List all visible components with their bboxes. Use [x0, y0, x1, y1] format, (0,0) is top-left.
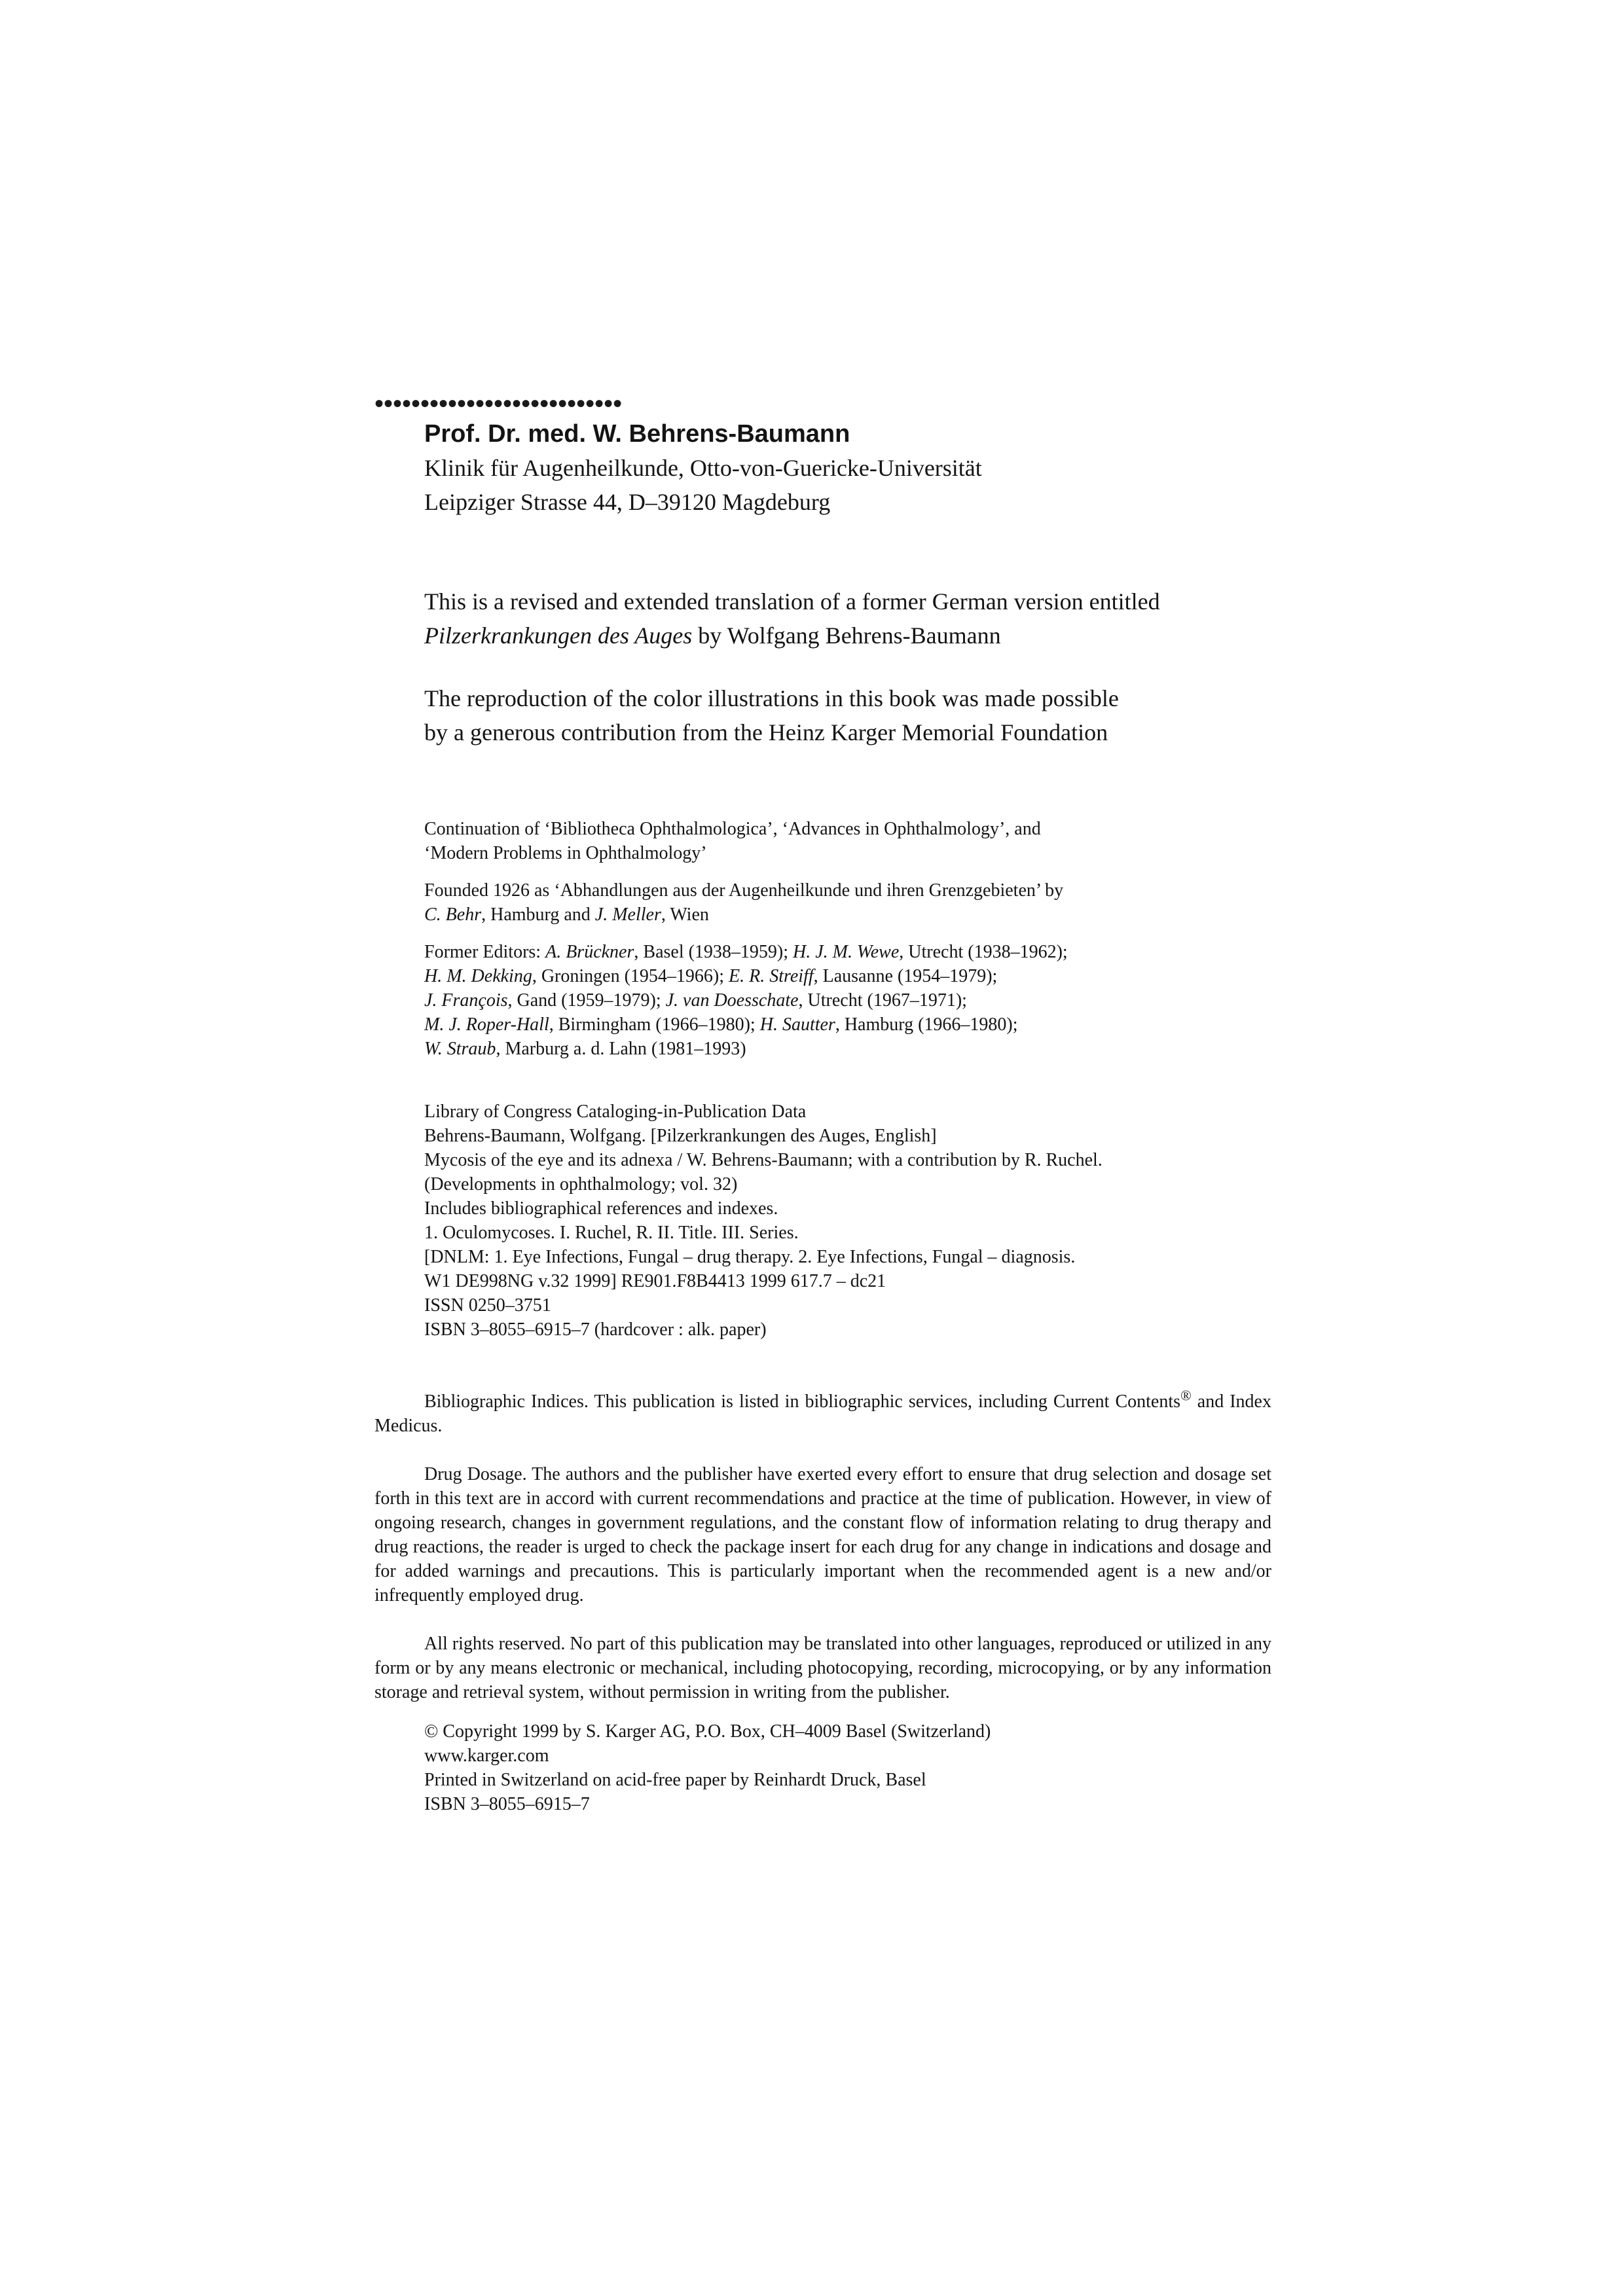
editors-line-5: [424, 1037, 1302, 1061]
founded-line-2: [424, 903, 1302, 927]
editors-line-3: [424, 988, 1302, 1013]
cip-line: [DNLM: 1. Eye Infections, Fungal – drug therapy. 2. Eye Infections, Fungal – diagnosis.: [424, 1247, 1076, 1267]
copyright-block: [424, 1719, 991, 1816]
author-address: Leipziger Strasse 44, D–39120 Magdeburg: [424, 489, 831, 515]
cip-data: [424, 1100, 1341, 1342]
continuation-note: [424, 817, 1302, 865]
rights-notice: All rights reserved. No part of this publication may be translated into other languages, reproduced or utilized in any form or by any means electronic or mechanical, including photocopying, recording, microcopying, or by any information storage and retrieval system, without permission in writing from the publisher.: [374, 1634, 1271, 1702]
dotted-divider: •••••••••••••••••••••••••••: [374, 389, 623, 418]
former-editors: [424, 940, 1302, 1061]
founded-end: , Wien: [661, 905, 709, 925]
bibliographic-text-end: and Index Medicus.: [374, 1391, 1271, 1436]
editors-line-1: [424, 940, 1302, 964]
reproduction-line-1: The reproduction of the color illustrations in this book was made possible: [424, 685, 1119, 711]
founder-behr: C. Behr: [424, 905, 482, 925]
cip-line: Mycosis of the eye and its adnexa / W. Behrens-Baumann; with a contribution by R. Ruchel.: [424, 1150, 1103, 1170]
cip-line: (Developments in ophthalmology; vol. 32): [424, 1174, 738, 1194]
author-name: Prof. Dr. med. W. Behrens-Baumann: [424, 420, 850, 448]
reproduction-line-2: by a generous contribution from the Heinz Karger Memorial Foundation: [424, 719, 1108, 745]
cip-line: Includes bibliographical references and indexes.: [424, 1198, 778, 1219]
isbn-line: ISBN 3–8055–6915–7: [424, 1794, 590, 1814]
editor-name: W. Straub: [424, 1039, 496, 1059]
cip-line: ISSN 0250–3751: [424, 1295, 551, 1316]
editor-name: J. van Doesschate: [665, 990, 799, 1011]
reproduction-note: [424, 681, 1341, 749]
editor-name: M. J. Roper-Hall: [424, 1014, 549, 1035]
original-title: Pilzerkrankungen des Auges: [424, 622, 693, 649]
editor-detail: , Birmingham (1966–1980);: [549, 1014, 760, 1035]
editor-name: A. Brückner: [545, 942, 634, 962]
translation-line-2: [424, 619, 1341, 653]
translation-author: by Wolfgang Behrens-Baumann: [692, 622, 1001, 649]
editor-detail: , Basel (1938–1959);: [634, 942, 793, 962]
editor-detail: , Hamburg (1966–1980);: [835, 1014, 1018, 1035]
editor-name: H. M. Dekking: [424, 966, 532, 986]
editor-detail: , Gand (1959–1979);: [507, 990, 666, 1011]
registered-mark: ®: [1180, 1387, 1192, 1404]
founder-meller: J. Meller: [594, 905, 661, 925]
continuation-line-2: ‘Modern Problems in Ophthalmology’: [424, 843, 707, 863]
editor-name: H. Sautter: [759, 1014, 835, 1035]
founded-mid: , Hamburg and: [481, 905, 595, 925]
editors-label: Former Editors:: [424, 942, 546, 962]
author-block: [424, 417, 982, 519]
cip-line: Behrens-Baumann, Wolfgang. [Pilzerkrankungen des Auges, English]: [424, 1126, 937, 1146]
translation-line-1: This is a revised and extended translation of a former German version entitled: [424, 588, 1160, 615]
editor-detail: , Lausanne (1954–1979);: [813, 966, 998, 986]
bibliographic-text: Bibliographic Indices. This publication is listed in bibliographic services, including Current Contents: [424, 1391, 1180, 1412]
drug-dosage-notice: Drug Dosage. The authors and the publisher have exerted every effort to ensure that drug selection and dosage set forth in this text are in accord with current recommendations and practice at the time of publication. However, in view of ongoing research, changes in government regulations, and the constant flow of information relating to drug therapy and drug reactions, the reader is urged to check the package insert for each drug for any change in indications and dosage and for added warnings and precautions. This is particularly important when the recommended agent is a new and/or infrequently employed drug.: [374, 1464, 1271, 1605]
series-history: [424, 817, 1302, 1074]
bibliographic-indices: [374, 1387, 1271, 1438]
editor-name: J. François: [424, 990, 508, 1011]
cip-line: ISBN 3–8055–6915–7 (hardcover : alk. paper): [424, 1319, 767, 1340]
editor-name: H. J. M. Wewe: [793, 942, 900, 962]
editor-name: E. R. Streiff: [729, 966, 814, 986]
printing-note: Printed in Switzerland on acid-free paper by Reinhardt Druck, Basel: [424, 1770, 926, 1790]
intro-notes: [424, 584, 1341, 778]
continuation-line-1: Continuation of ‘Bibliotheca Ophthalmologica’, ‘Advances in Ophthalmology’, and: [424, 819, 1041, 839]
editor-detail: , Utrecht (1938–1962);: [899, 942, 1068, 962]
cip-line: W1 DE998NG v.32 1999] RE901.F8B4413 1999 617.7 – dc21: [424, 1271, 886, 1291]
founded-line-1: Founded 1926 as ‘Abhandlungen aus der Augenheilkunde und ihren Grenzgebieten’ by: [424, 880, 1064, 901]
cip-line: Library of Congress Cataloging-in-Publication Data: [424, 1102, 807, 1122]
translation-note: [424, 584, 1341, 653]
editors-line-2: [424, 964, 1302, 988]
legal-notices: [374, 1387, 1271, 1729]
copyright-line: © Copyright 1999 by S. Karger AG, P.O. Box, CH–4009 Basel (Switzerland): [424, 1721, 991, 1742]
editor-detail: , Marburg a. d. Lahn (1981–1993): [496, 1039, 746, 1059]
editor-detail: , Groningen (1954–1966);: [532, 966, 729, 986]
cip-line: 1. Oculomycoses. I. Ruchel, R. II. Title. III. Series.: [424, 1223, 799, 1243]
founded-note: [424, 878, 1302, 927]
editor-detail: , Utrecht (1967–1971);: [798, 990, 967, 1011]
editors-line-4: [424, 1013, 1302, 1037]
author-affiliation: Klinik für Augenheilkunde, Otto-von-Guericke-Universität: [424, 455, 982, 481]
publisher-url: www.karger.com: [424, 1746, 549, 1766]
